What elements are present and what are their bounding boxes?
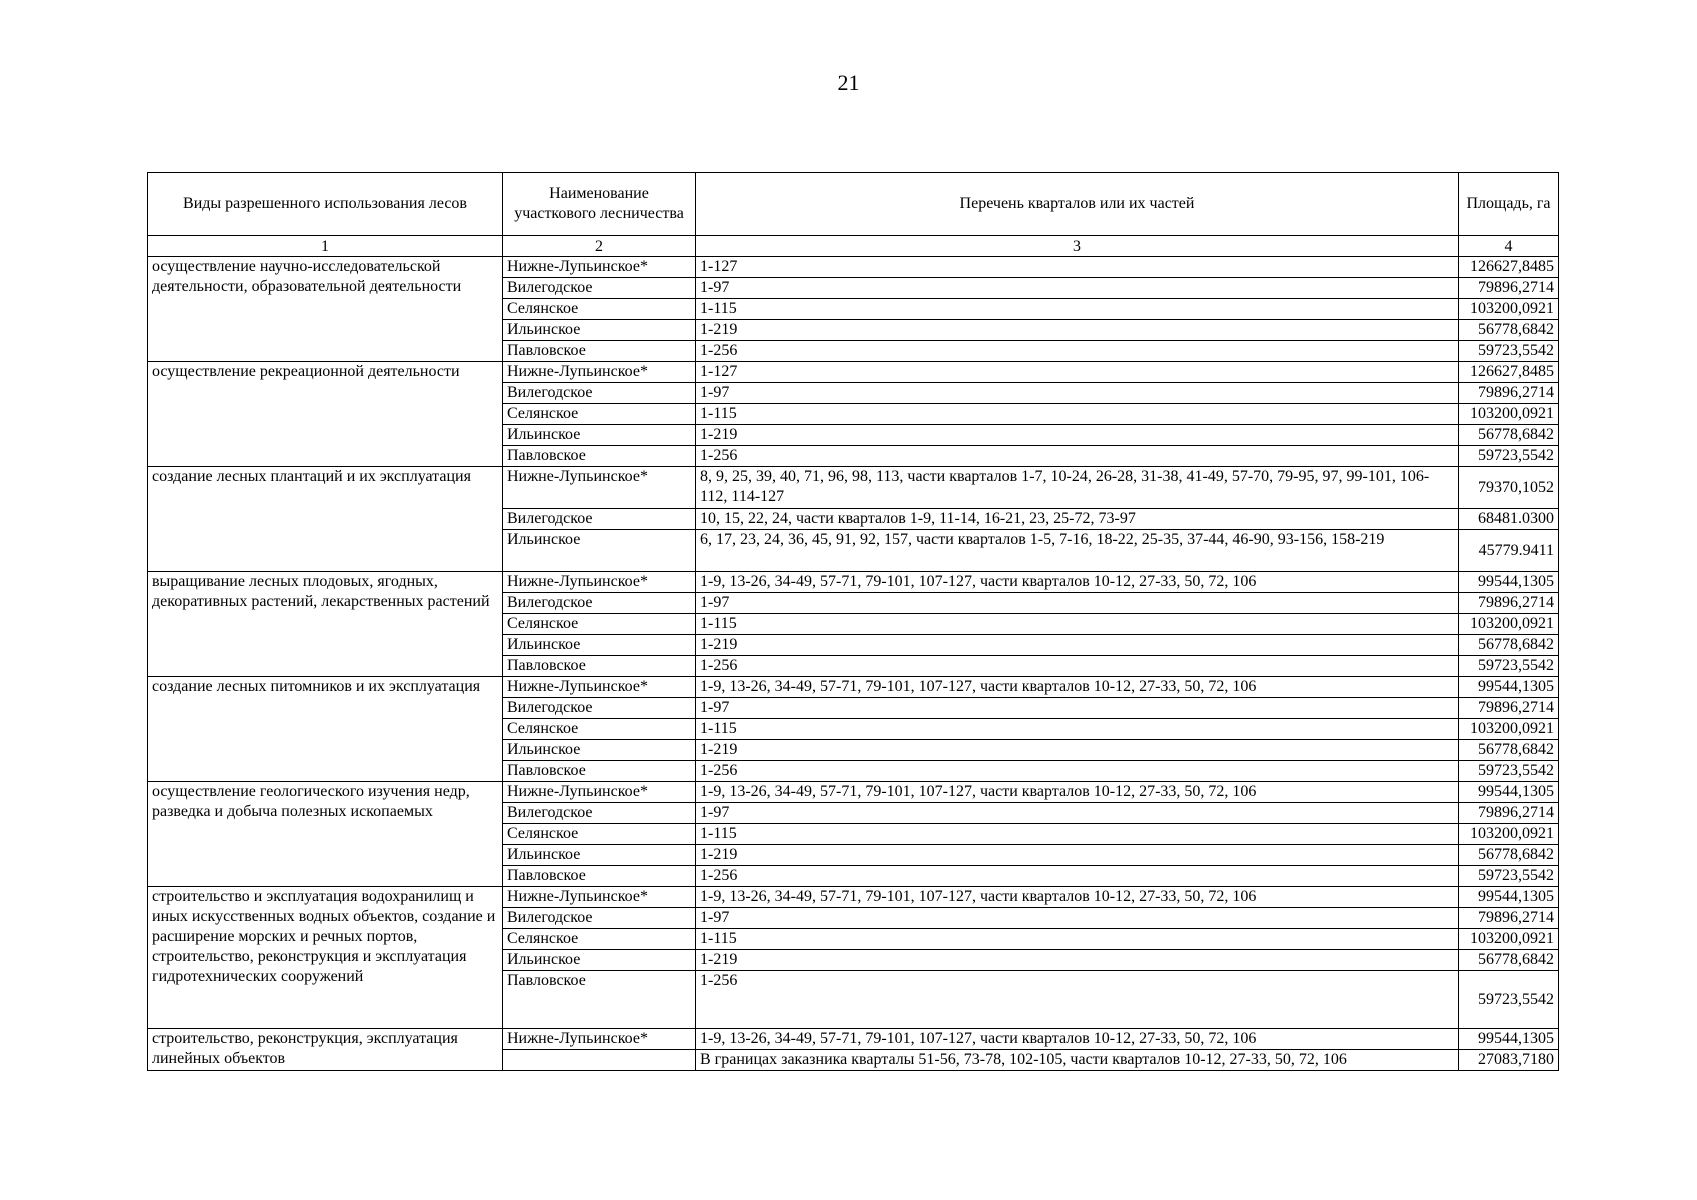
table-header-row <box>148 173 1559 236</box>
usage-kind-cell: строительство, реконструкция, эксплуатация линейных объектов <box>148 1029 503 1071</box>
area-cell: 59723,5542 <box>1459 761 1559 782</box>
table-row <box>148 1029 1559 1050</box>
quarters-cell: 1-9, 13-26, 34-49, 57-71, 79-101, 107-127, части кварталов 10-12, 27-33, 50, 72, 106 <box>696 782 1459 803</box>
forestry-cell: Павловское <box>503 446 696 467</box>
usage-kind-cell: осуществление геологического изучения недр, разведка и добыча полезных ископаемых <box>148 782 503 887</box>
forestry-cell: Ильинское <box>503 320 696 341</box>
forestry-cell: Павловское <box>503 656 696 677</box>
quarters-cell: 8, 9, 25, 39, 40, 71, 96, 98, 113, части кварталов 1-7, 10-24, 26-28, 31-38, 41-49, 57-70, 79-95, 97, 99-101, 106-112, 114-127 <box>696 467 1459 509</box>
quarters-cell: 1-219 <box>696 740 1459 761</box>
table-body <box>148 257 1559 1071</box>
quarters-cell: 1-219 <box>696 425 1459 446</box>
area-cell: 79896,2714 <box>1459 383 1559 404</box>
area-cell: 103200,0921 <box>1459 614 1559 635</box>
quarters-cell: 1-219 <box>696 320 1459 341</box>
area-cell: 79896,2714 <box>1459 803 1559 824</box>
quarters-cell: 1-219 <box>696 635 1459 656</box>
forestry-cell: Нижне-Лупьинское* <box>503 782 696 803</box>
area-cell: 103200,0921 <box>1459 929 1559 950</box>
usage-kind-cell: создание лесных питомников и их эксплуатация <box>148 677 503 782</box>
table-row <box>148 257 1559 278</box>
area-cell: 79896,2714 <box>1459 278 1559 299</box>
area-cell: 103200,0921 <box>1459 404 1559 425</box>
forestry-cell: Ильинское <box>503 845 696 866</box>
forestry-cell: Селянское <box>503 719 696 740</box>
forestry-cell: Павловское <box>503 761 696 782</box>
table-row <box>148 782 1559 803</box>
area-cell: 56778,6842 <box>1459 740 1559 761</box>
quarters-cell: 1-97 <box>696 593 1459 614</box>
area-cell: 99544,1305 <box>1459 1029 1559 1050</box>
table-row <box>148 887 1559 908</box>
forestry-cell: Селянское <box>503 404 696 425</box>
area-cell: 99544,1305 <box>1459 782 1559 803</box>
forestry-cell: Павловское <box>503 971 696 1029</box>
column-number: 4 <box>1459 236 1559 257</box>
forestry-cell: Нижне-Лупьинское* <box>503 257 696 278</box>
table-row <box>148 362 1559 383</box>
area-cell: 27083,7180 <box>1459 1050 1559 1071</box>
forestry-cell: Селянское <box>503 299 696 320</box>
area-cell: 103200,0921 <box>1459 299 1559 320</box>
quarters-cell: 1-256 <box>696 971 1459 1029</box>
usage-kind-cell: создание лесных плантаций и их эксплуатация <box>148 467 503 572</box>
column-number-row <box>148 236 1559 257</box>
quarters-cell: 1-97 <box>696 278 1459 299</box>
quarters-cell: 10, 15, 22, 24, части кварталов 1-9, 11-14, 16-21, 23, 25-72, 73-97 <box>696 509 1459 530</box>
forestry-cell: Вилегодское <box>503 803 696 824</box>
header-quarters-list: Перечень кварталов или их частей <box>696 173 1459 236</box>
forestry-cell: Нижне-Лупьинское* <box>503 887 696 908</box>
quarters-cell: 1-115 <box>696 719 1459 740</box>
quarters-cell: 1-9, 13-26, 34-49, 57-71, 79-101, 107-127, части кварталов 10-12, 27-33, 50, 72, 106 <box>696 887 1459 908</box>
forestry-cell: Селянское <box>503 929 696 950</box>
area-cell: 59723,5542 <box>1459 341 1559 362</box>
forestry-cell: Ильинское <box>503 635 696 656</box>
forestry-cell: Нижне-Лупьинское* <box>503 362 696 383</box>
usage-kind-cell: осуществление научно-исследовательской деятельности, образовательной деятельности <box>148 257 503 362</box>
usage-kind-cell: осуществление рекреационной деятельности <box>148 362 503 467</box>
forestry-cell: Вилегодское <box>503 383 696 404</box>
quarters-cell: 1-256 <box>696 866 1459 887</box>
area-cell: 126627,8485 <box>1459 257 1559 278</box>
area-cell: 56778,6842 <box>1459 845 1559 866</box>
quarters-cell: 1-127 <box>696 362 1459 383</box>
column-number: 1 <box>148 236 503 257</box>
forestry-cell: Вилегодское <box>503 509 696 530</box>
quarters-cell: 1-256 <box>696 341 1459 362</box>
area-cell: 59723,5542 <box>1459 656 1559 677</box>
area-cell: 59723,5542 <box>1459 971 1559 1029</box>
table-row <box>148 572 1559 593</box>
quarters-cell: 1-9, 13-26, 34-49, 57-71, 79-101, 107-127, части кварталов 10-12, 27-33, 50, 72, 106 <box>696 1029 1459 1050</box>
quarters-cell: 6, 17, 23, 24, 36, 45, 91, 92, 157, части кварталов 1-5, 7-16, 18-22, 25-35, 37-44, 46-90, 93-156, 158-219 <box>696 530 1459 572</box>
forestry-cell: Павловское <box>503 866 696 887</box>
area-cell: 99544,1305 <box>1459 572 1559 593</box>
table-row <box>148 677 1559 698</box>
area-cell: 56778,6842 <box>1459 425 1559 446</box>
forestry-cell: Селянское <box>503 614 696 635</box>
header-forestry-name: Наименование участкового лесничества <box>503 173 696 236</box>
quarters-cell: 1-97 <box>696 383 1459 404</box>
forestry-cell: Нижне-Лупьинское* <box>503 1029 696 1050</box>
quarters-cell: 1-115 <box>696 929 1459 950</box>
forestry-cell: Нижне-Лупьинское* <box>503 467 696 509</box>
quarters-cell: 1-115 <box>696 824 1459 845</box>
area-cell: 56778,6842 <box>1459 320 1559 341</box>
forestry-cell <box>503 1050 696 1071</box>
area-cell: 45779.9411 <box>1459 530 1559 572</box>
quarters-cell: 1-219 <box>696 845 1459 866</box>
quarters-cell: 1-9, 13-26, 34-49, 57-71, 79-101, 107-127, части кварталов 10-12, 27-33, 50, 72, 106 <box>696 677 1459 698</box>
quarters-cell: 1-97 <box>696 803 1459 824</box>
forestry-cell: Ильинское <box>503 425 696 446</box>
usage-kind-cell: строительство и эксплуатация водохранилищ и иных искусственных водных объектов, создание и расширение морских и речных портов, строительство, реконструкция и эксплуатация гидротехнических сооружений <box>148 887 503 1029</box>
quarters-cell: 1-115 <box>696 614 1459 635</box>
quarters-cell: 1-97 <box>696 698 1459 719</box>
area-cell: 99544,1305 <box>1459 677 1559 698</box>
forestry-cell: Вилегодское <box>503 908 696 929</box>
forestry-cell: Павловское <box>503 341 696 362</box>
quarters-cell: 1-256 <box>696 761 1459 782</box>
column-number: 3 <box>696 236 1459 257</box>
area-cell: 99544,1305 <box>1459 887 1559 908</box>
forestry-cell: Вилегодское <box>503 278 696 299</box>
page-number: 21 <box>837 70 860 95</box>
area-cell: 103200,0921 <box>1459 719 1559 740</box>
header-usage-kind: Виды разрешенного использования лесов <box>148 173 503 236</box>
area-cell: 59723,5542 <box>1459 866 1559 887</box>
forestry-cell: Нижне-Лупьинское* <box>503 572 696 593</box>
area-cell: 59723,5542 <box>1459 446 1559 467</box>
table-row <box>148 467 1559 509</box>
area-cell: 126627,8485 <box>1459 362 1559 383</box>
forestry-cell: Ильинское <box>503 950 696 971</box>
forestry-cell: Ильинское <box>503 740 696 761</box>
area-cell: 79370,1052 <box>1459 467 1559 509</box>
area-cell: 103200,0921 <box>1459 824 1559 845</box>
column-number: 2 <box>503 236 696 257</box>
forest-use-table <box>147 172 1559 1071</box>
forestry-cell: Вилегодское <box>503 593 696 614</box>
quarters-cell: 1-219 <box>696 950 1459 971</box>
forestry-cell: Вилегодское <box>503 698 696 719</box>
area-cell: 79896,2714 <box>1459 593 1559 614</box>
usage-kind-cell: выращивание лесных плодовых, ягодных, декоративных растений, лекарственных растений <box>148 572 503 677</box>
quarters-cell: 1-256 <box>696 446 1459 467</box>
forestry-cell: Нижне-Лупьинское* <box>503 677 696 698</box>
area-cell: 56778,6842 <box>1459 635 1559 656</box>
quarters-cell: 1-127 <box>696 257 1459 278</box>
quarters-cell: 1-115 <box>696 299 1459 320</box>
quarters-cell: 1-115 <box>696 404 1459 425</box>
quarters-cell: 1-9, 13-26, 34-49, 57-71, 79-101, 107-127, части кварталов 10-12, 27-33, 50, 72, 106 <box>696 572 1459 593</box>
forestry-cell: Селянское <box>503 824 696 845</box>
area-cell: 79896,2714 <box>1459 908 1559 929</box>
area-cell: 79896,2714 <box>1459 698 1559 719</box>
header-area: Площадь, га <box>1459 173 1559 236</box>
quarters-cell: В границах заказника кварталы 51-56, 73-78, 102-105, части кварталов 10-12, 27-33, 50, 72, 106 <box>696 1050 1459 1071</box>
quarters-cell: 1-97 <box>696 908 1459 929</box>
quarters-cell: 1-256 <box>696 656 1459 677</box>
area-cell: 56778,6842 <box>1459 950 1559 971</box>
forestry-cell: Ильинское <box>503 530 696 572</box>
area-cell: 68481.0300 <box>1459 509 1559 530</box>
